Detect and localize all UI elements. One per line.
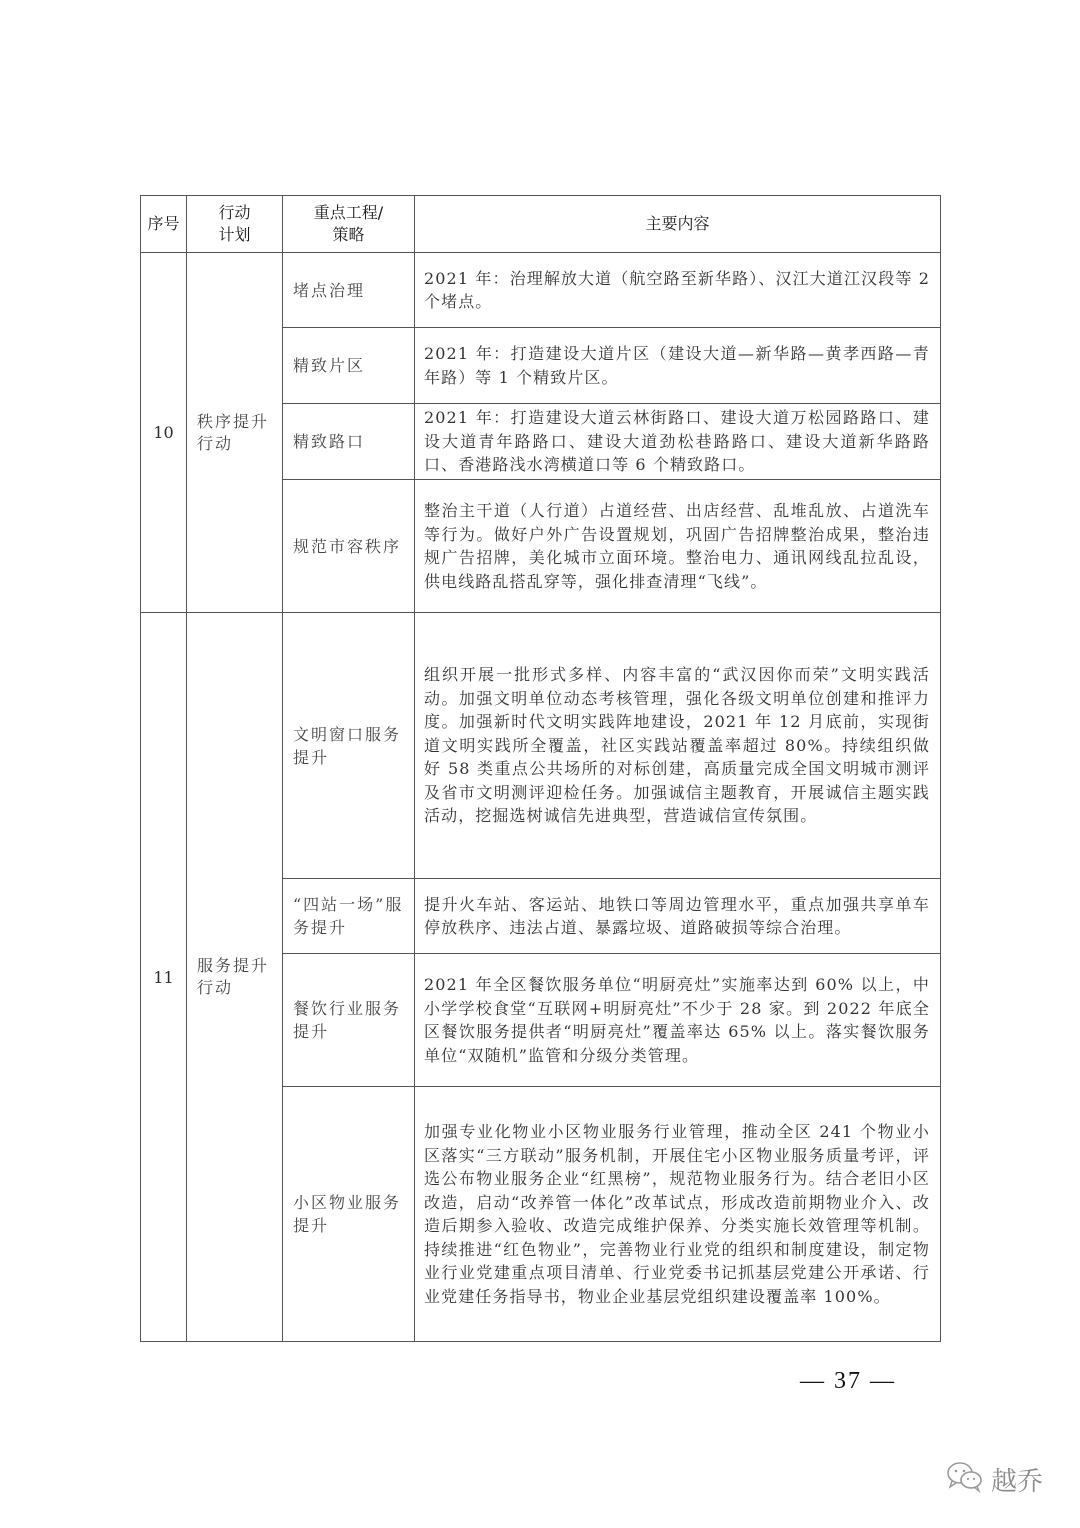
main-content: 整治主干道（人行道）占道经营、出店经营、乱堆乱放、占道洗车等行为。做好户外广告设置规划，巩固广告招牌整治成果，整治违规广告招牌，美化城市立面环境。整治电力、通讯网线乱拉乱设，供电线路乱搭乱穿等，强化排查清理“飞线”。 [415, 480, 941, 613]
watermark [945, 1460, 1043, 1498]
key-project: 精致片区 [283, 328, 415, 404]
key-project: 规范市容秩序 [283, 480, 415, 613]
header-main-content: 主要内容 [415, 196, 941, 253]
main-content: 加强专业化物业小区物业服务行业管理，推动全区 241 个物业小区落实“三方联动”服务机制，开展住宅小区物业服务质量考评，评选公布物业服务企业“红黑榜”，规范物业服务行为。结合老旧小区改造，启动“改养管一体化”改革试点，形成改造前期物业介入、改造后期参入验收、改造完成维护保养、分类实施长效管理等机制。持续推进“红色物业”，完善物业行业党的组织和制度建设，制定物业行业党建重点项目清单、行业党委书记抓基层党建公开承诺、行业党建任务指导书，物业企业基层党组织建设覆盖率 100%。 [415, 1087, 941, 1342]
header-key-project: 重点工程/ 策略 [283, 196, 415, 253]
table-row [141, 613, 941, 879]
key-project: 精致路口 [283, 404, 415, 480]
page-number: — 37 — [800, 1368, 896, 1394]
key-project: 堵点治理 [283, 253, 415, 328]
watermark-text: 越乔 [991, 1466, 1044, 1497]
action-plan-table [140, 195, 941, 1342]
main-content: 2021 年：治理解放大道（航空路至新华路）、汉江大道江汉段等 2 个堵点。 [415, 253, 941, 328]
row-number: 10 [141, 253, 187, 613]
key-project: “四站一场”服务提升 [283, 879, 415, 954]
header-number: 序号 [141, 196, 187, 253]
action-plan: 服务提升行动 [187, 613, 283, 1342]
table-row [141, 253, 941, 328]
main-content: 2021 年：打造建设大道片区（建设大道—新华路—黄孝西路—青年路）等 1 个精致片区。 [415, 328, 941, 404]
row-number: 11 [141, 613, 187, 1342]
main-content: 2021 年：打造建设大道云林街路口、建设大道万松园路路口、建设大道青年路路口、建设大道劲松巷路路口、建设大道新华路路口、香港路浅水湾横道口等 6 个精致路口。 [415, 404, 941, 480]
main-content: 2021 年全区餐饮服务单位“明厨亮灶”实施率达到 60% 以上，中小学学校食堂“互联网+明厨亮灶”不少于 28 家。到 2022 年底全区餐饮服务提供者“明厨亮灶”覆盖率达 65% 以上。落实餐饮服务单位“双随机”监管和分级分类管理。 [415, 954, 941, 1087]
table-header-row [141, 196, 941, 253]
action-plan: 秩序提升行动 [187, 253, 283, 613]
wechat-icon [945, 1460, 985, 1498]
main-content: 提升火车站、客运站、地铁口等周边管理水平，重点加强共享单车停放秩序、违法占道、暴露垃圾、道路破损等综合治理。 [415, 879, 941, 954]
main-content: 组织开展一批形式多样、内容丰富的“武汉因你而荣”文明实践活动。加强文明单位动态考核管理，强化各级文明单位创建和推评力度。加强新时代文明实践阵地建设，2021 年 12 月底前，实现街道文明实践所全覆盖，社区实践站覆盖率超过 80%。持续组织做好 58 类重点公共场所的对标创建，高质量完成全国文明城市测评及省市文明测评迎检任务。加强诚信主题教育，开展诚信主题实践活动，挖掘选树诚信先进典型，营造诚信宣传氛围。 [415, 613, 941, 879]
header-action-plan: 行动 计划 [187, 196, 283, 253]
key-project: 餐饮行业服务提升 [283, 954, 415, 1087]
key-project: 小区物业服务提升 [283, 1087, 415, 1342]
key-project: 文明窗口服务提升 [283, 613, 415, 879]
